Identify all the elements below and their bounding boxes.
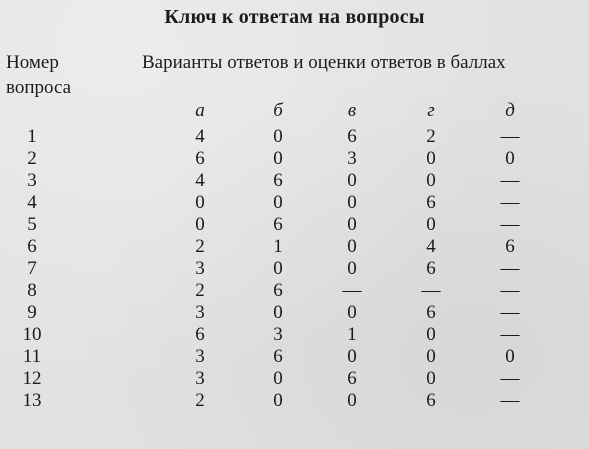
score-a-cell: 2 [195,280,205,301]
score-a-cell: 4 [195,126,205,147]
score-b-cell: 0 [273,302,283,323]
table-row [0,148,589,170]
question-number-cell: 4 [27,192,37,213]
table-row [0,170,589,192]
table-row [0,280,589,302]
score-v-cell: — [342,280,362,301]
score-d-cell: — [500,324,520,345]
score-b-cell: 0 [273,390,283,411]
table-row [0,390,589,412]
score-d-cell: 0 [505,346,515,367]
column-letter-v: в [347,100,357,121]
table-row [0,192,589,214]
score-g-cell: 0 [426,148,436,169]
score-d-cell: — [500,126,520,147]
score-a-cell: 2 [195,236,205,257]
table-row [0,258,589,280]
score-v-cell: 0 [347,346,357,367]
score-b-cell: 0 [273,368,283,389]
question-number-cell: 5 [27,214,37,235]
question-number-cell: 8 [27,280,37,301]
score-b-cell: 6 [273,170,283,191]
question-number-cell: 11 [22,346,42,367]
score-a-cell: 2 [195,390,205,411]
score-b-cell: 0 [273,192,283,213]
score-v-cell: 6 [347,368,357,389]
column-letters-row [0,100,589,126]
score-d-cell: — [500,302,520,323]
question-number-cell: 10 [22,324,42,345]
column-letter-b: б [273,100,283,121]
score-d-cell: — [500,258,520,279]
table-row [0,126,589,148]
question-number-cell: 1 [27,126,37,147]
answer-key-table [0,100,589,412]
score-g-cell: 0 [426,324,436,345]
score-g-cell: 4 [426,236,436,257]
score-g-cell: 2 [426,126,436,147]
column-letter-g: г [427,100,435,121]
score-b-cell: 1 [273,236,283,257]
score-g-cell: 6 [426,192,436,213]
question-number-header-line1: Номер [6,52,59,73]
question-number-cell: 9 [27,302,37,323]
score-a-cell: 3 [195,346,205,367]
score-g-cell: 0 [426,170,436,191]
table-row [0,346,589,368]
score-b-cell: 0 [273,258,283,279]
score-d-cell: — [500,390,520,411]
question-number-cell: 3 [27,170,37,191]
question-number-cell: 7 [27,258,37,279]
score-a-cell: 3 [195,368,205,389]
score-d-cell: — [500,280,520,301]
score-g-cell: 6 [426,390,436,411]
score-d-cell: — [500,368,520,389]
score-b-cell: 6 [273,214,283,235]
score-d-cell: 0 [505,148,515,169]
score-v-cell: 0 [347,170,357,191]
score-a-cell: 0 [195,192,205,213]
score-b-cell: 0 [273,148,283,169]
question-number-cell: 6 [27,236,37,257]
table-row [0,236,589,258]
score-v-cell: 0 [347,258,357,279]
score-g-cell: 0 [426,214,436,235]
score-d-cell: 6 [505,236,515,257]
score-v-cell: 0 [347,390,357,411]
score-b-cell: 6 [273,280,283,301]
table-row [0,324,589,346]
score-g-cell: — [421,280,441,301]
score-g-cell: 6 [426,302,436,323]
column-letter-a: а [195,100,205,121]
column-letter-d: д [505,100,515,121]
score-a-cell: 0 [195,214,205,235]
score-b-cell: 0 [273,126,283,147]
score-d-cell: — [500,192,520,213]
page-title: Ключ к ответам на вопросы [164,6,425,28]
score-d-cell: — [500,170,520,191]
score-v-cell: 3 [347,148,357,169]
score-v-cell: 6 [347,126,357,147]
score-a-cell: 6 [195,324,205,345]
question-number-cell: 2 [27,148,37,169]
score-a-cell: 6 [195,148,205,169]
question-number-cell: 12 [22,368,42,389]
score-v-cell: 0 [347,236,357,257]
table-body [0,126,589,412]
question-number-header [6,50,116,100]
score-a-cell: 3 [195,302,205,323]
score-v-cell: 0 [347,214,357,235]
score-v-cell: 0 [347,192,357,213]
score-g-cell: 0 [426,346,436,367]
table-row [0,368,589,390]
score-v-cell: 1 [347,324,357,345]
score-a-cell: 4 [195,170,205,191]
question-number-header-line2: вопроса [6,77,72,98]
score-a-cell: 3 [195,258,205,279]
table-row [0,302,589,324]
score-d-cell: — [500,214,520,235]
table-row [0,214,589,236]
score-b-cell: 6 [273,346,283,367]
question-number-cell: 13 [22,390,42,411]
score-v-cell: 0 [347,302,357,323]
variants-header: Варианты ответов и оценки ответов в баллах [142,52,506,73]
score-g-cell: 0 [426,368,436,389]
score-g-cell: 6 [426,258,436,279]
score-b-cell: 3 [273,324,283,345]
